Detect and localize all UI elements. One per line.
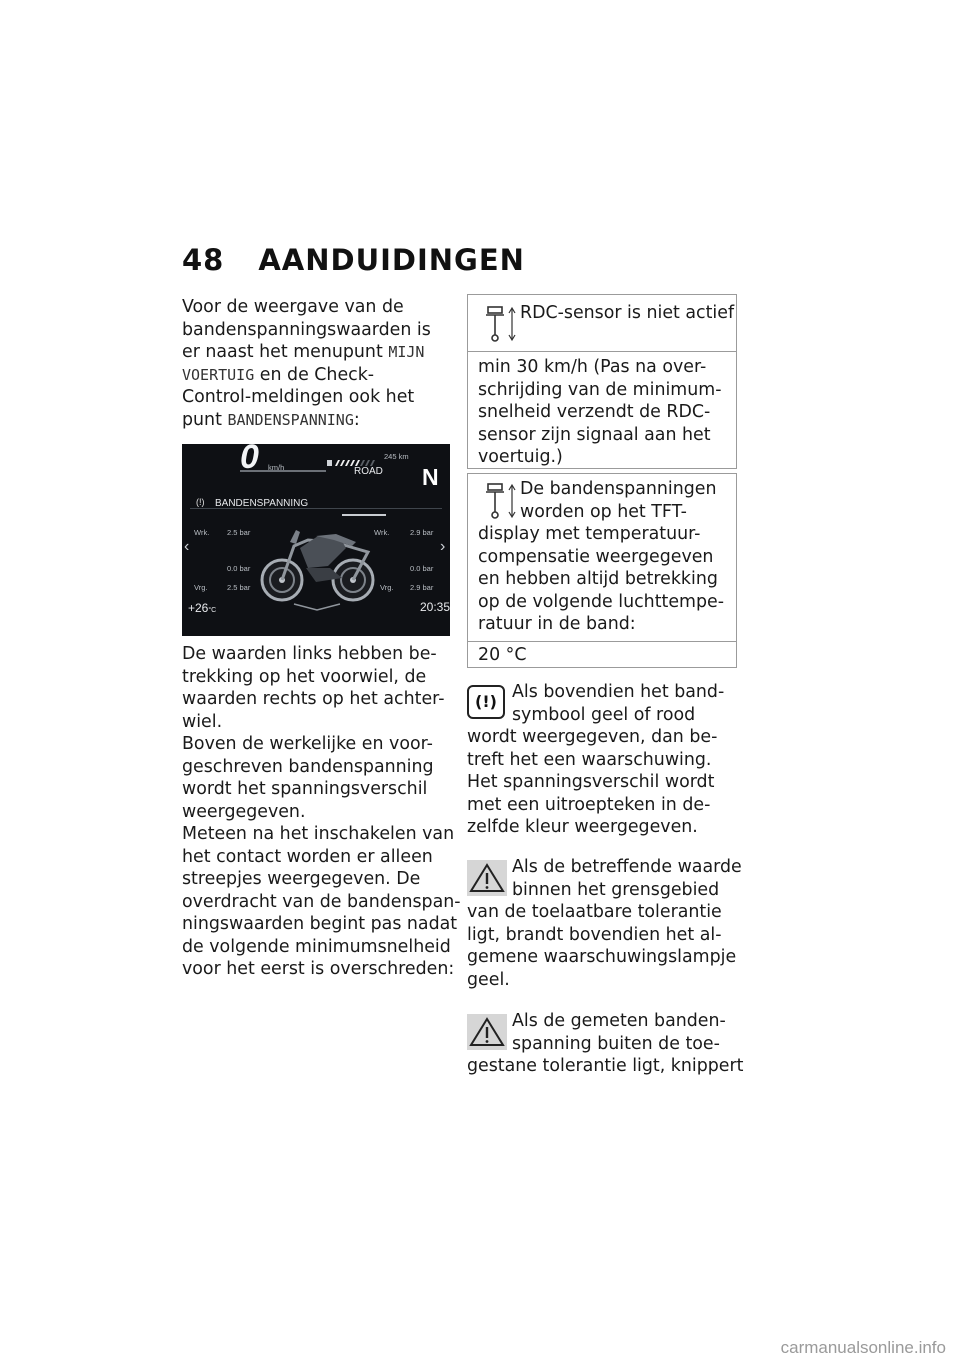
display-caption: De waarden links hebben be- trekking op het voorwiel, de waarden rechts op het achter- wiel. Boven de werkelijke en voor- geschreven bandenspanning wordt het spanningsverschil weergegeven. Meteen na het inschakelen van het contact worden er alleen streepjes weergegeven. De overdracht van de bandenspan- ningswaarden begint pas nadat de volgende minimumsnelheid voor het eerst is overschreden:: [182, 644, 461, 979]
riding-mode: ROAD: [354, 466, 383, 477]
ambient-temperature: +26°C: [188, 601, 217, 615]
nav-right-icon[interactable]: ›: [440, 538, 446, 555]
tft-display-image: [182, 444, 450, 636]
out-of-tolerance-note: Als de gemeten banden- spanning buiten de toe- gestane tolerantie ligt, knippert: [467, 1011, 744, 1076]
front-pressure-diff: 0.0 bar: [227, 564, 251, 573]
scroll-down-icon[interactable]: [292, 602, 342, 612]
motorcycle-illustration: [256, 528, 378, 604]
menu-item-bandenspanning: BANDENSPANNING: [227, 410, 354, 429]
tire-pressure-warning-icon: (!): [467, 685, 505, 719]
rear-actual-pressure: 2.9 bar: [410, 528, 434, 537]
rear-label-top: Wrk.: [374, 528, 390, 537]
rdc-sensor-icon: [484, 305, 520, 345]
menu-item-voertuig: VOERTUIG: [182, 365, 255, 384]
watermark: carmanualsonline.info: [780, 1338, 946, 1357]
temperature-compensation-header: De bandenspanningen worden op het TFT-: [520, 479, 717, 522]
front-label-bottom: Vrg.: [194, 583, 208, 592]
front-label-top: Wrk.: [194, 528, 210, 537]
range-readout: 245 km: [384, 452, 409, 461]
warn-symbol: (!): [196, 497, 205, 507]
tire-warning-note: (!) Als bovendien het band- symbool geel of rood wordt weergegeven, dan be- treft het een waarschuwing. Het spanningsverschil wordt met een uitroepteken in de- zelfde kleur weergegeven.: [467, 682, 725, 837]
rdc-inactive-box: [467, 294, 737, 469]
front-actual-pressure: 2.5 bar: [227, 528, 251, 537]
nav-left-icon[interactable]: ‹: [184, 538, 190, 555]
page-title: AANDUIDINGEN: [258, 243, 525, 277]
rdc-inactive-header: RDC-sensor is niet actief: [520, 303, 735, 323]
rear-target-pressure: 2.9 bar: [410, 583, 434, 592]
gear-indicator: N: [422, 464, 439, 490]
warning-triangle-icon: [467, 860, 507, 896]
rdc-inactive-body: min 30 km/h (Pas na over- schrijding van de minimum- snelheid verzendt de RDC- sensor zijn signaal aan het voertuig.): [478, 357, 722, 467]
fuel-gauge: [327, 452, 377, 460]
clock: 20:35: [420, 600, 450, 614]
front-target-pressure: 2.5 bar: [227, 583, 251, 592]
tolerance-limit-note: Als de betreffende waarde binnen het grensgebied van de toelaatbare tolerantie ligt, brandt bovendien het al- gemene waarschuwingslampje geel.: [467, 857, 742, 990]
page-heading: [182, 243, 525, 277]
warning-triangle-icon: [467, 1014, 507, 1050]
rear-pressure-diff: 0.0 bar: [410, 564, 434, 573]
rdc-sensor-icon: [484, 482, 520, 522]
temperature-compensation-body: display met temperatuur- compensatie weergegeven en hebben altijd betrekking op de volgende luchttempe- ratuur in de band:: [478, 524, 724, 634]
menu-title: BANDENSPANNING: [215, 498, 309, 509]
reference-temperature-value: 20 °C: [478, 645, 527, 665]
intro-paragraph: Voor de weergave van de bandenspanningswaarden is er naast het menupunt MIJN VOERTUIG en de Check- Control-meldingen ook het punt BANDENSPANNING:: [182, 297, 431, 430]
speed-readout: 0: [240, 444, 259, 476]
speed-unit: km/h: [268, 463, 285, 472]
page-number: 48: [182, 243, 225, 277]
temperature-compensation-box: [467, 473, 737, 668]
rear-label-bottom: Vrg.: [380, 583, 394, 592]
menu-item-mijn: MIJN: [388, 343, 425, 361]
